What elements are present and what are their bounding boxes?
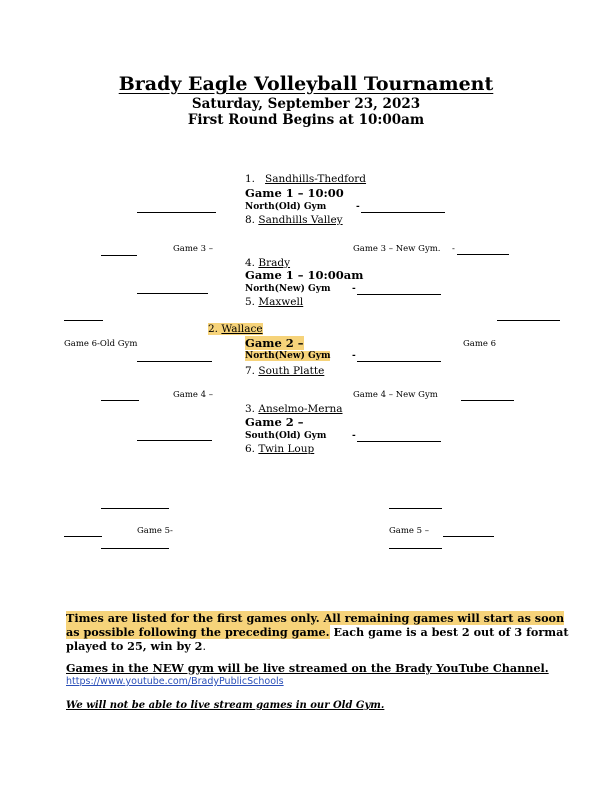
seed-6-team: 6. Twin Loup (245, 443, 315, 455)
game-6-left-line (64, 320, 103, 321)
game-6-right-line (497, 320, 560, 321)
game-1-a-gym: North(Old) Gym (245, 202, 327, 212)
old-gym-note: We will not be able to live stream games in our Old Gym. (66, 700, 385, 711)
game-3-right-line (457, 254, 509, 255)
game-4-left-line (101, 400, 139, 401)
game-1-a-winner-line (137, 212, 216, 213)
game-4-right-label: Game 4 – New Gym (353, 390, 438, 400)
game-5-left-bottom-line (101, 548, 169, 549)
game-1-a-score-line (361, 212, 445, 213)
seed-4-team: 4. Brady (245, 257, 291, 269)
game-1-b-gym: North(New) Gym (245, 284, 331, 294)
seed-3-team: 3. Anselmo-Merna (245, 403, 343, 415)
page-title: Brady Eagle Volleyball Tournament (118, 73, 494, 95)
game-6-right-label: Game 6 (463, 339, 497, 349)
game-1-b-score-line (357, 294, 441, 295)
seed-8-team: 8. Sandhills Valley (245, 214, 343, 226)
game-2-a-score-line (357, 361, 441, 362)
game-5-right-bottom-line (389, 548, 442, 549)
game-4-left-label: Game 4 – (173, 390, 214, 400)
first-round-time: First Round Begins at 10:00am (187, 112, 425, 128)
game-5-right-top-line (389, 508, 442, 509)
game-5-right-label: Game 5 – (389, 526, 430, 536)
game-2-b-gym: South(Old) Gym (245, 431, 327, 441)
seed-5-team: 5. Maxwell (245, 296, 304, 308)
seed-7-team: 7. South Platte (245, 365, 325, 377)
game-2-b-label: Game 2 – (245, 415, 304, 429)
game-5-left-label: Game 5- (137, 526, 173, 536)
game-5-left-winner-line (64, 536, 102, 537)
seed-2-team: 2. Wallace (208, 323, 263, 335)
game-3-left-label: Game 3 – (173, 244, 214, 254)
game-2-a-winner-line (137, 361, 212, 362)
game-3-left-line (101, 255, 137, 256)
game-3-right-dash: - (452, 244, 455, 254)
game-1-a-label: Game 1 – 10:00 (245, 186, 344, 200)
game-2-b-winner-line (137, 440, 212, 441)
stream-note: Games in the NEW gym will be live streamed on the Brady YouTube Channel. (66, 661, 549, 675)
game-1-b-label: Game 1 – 10:00am (245, 268, 364, 282)
game-5-right-winner-line (443, 536, 494, 537)
youtube-link[interactable]: https://www.youtube.com/BradyPublicSchools (66, 676, 284, 687)
game-2-a-label: Game 2 – (245, 336, 304, 350)
tournament-date: Saturday, September 23, 2023 (191, 96, 421, 112)
game-3-right-label: Game 3 – New Gym. (353, 244, 441, 254)
times-note: Times are listed for the first games only. All remaining games will start as soon as possible following the preceding game. Each game is a best 2 out of 3 format played to 25, win by 2. (66, 611, 569, 653)
game-1-b-score-dash: - (352, 284, 356, 294)
game-4-right-line (461, 400, 514, 401)
game-2-b-score-dash: - (352, 431, 356, 441)
game-2-b-score-line (357, 441, 441, 442)
game-2-a-gym: North(New) Gym (245, 351, 331, 361)
seed-1-team: 1. Sandhills-Thedford (245, 173, 367, 185)
game-6-left-label: Game 6-Old Gym (64, 339, 138, 349)
game-1-b-winner-line (137, 293, 208, 294)
game-2-a-score-dash: - (352, 351, 356, 361)
game-1-a-score-dash: - (356, 202, 360, 212)
game-5-left-top-line (101, 508, 169, 509)
